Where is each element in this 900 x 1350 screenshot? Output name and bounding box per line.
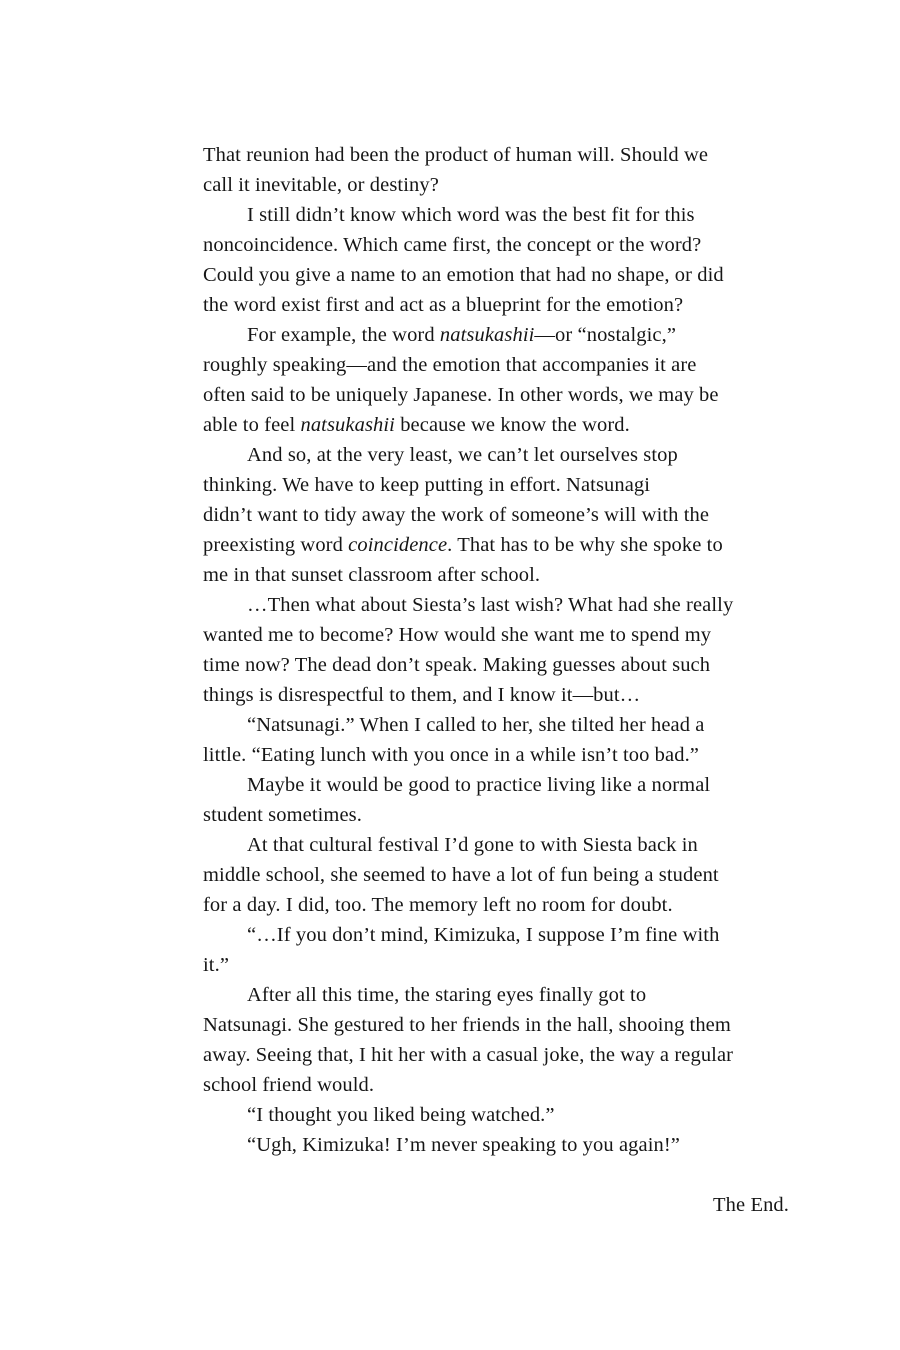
text-line: “Ugh, Kimizuka! I’m never speaking to you again!” — [247, 1134, 680, 1156]
text-line: me in that sunset classroom after school. — [203, 564, 541, 586]
text-line: wanted me to become? How would she want me to spend my — [203, 624, 712, 646]
text-line: “I thought you liked being watched.” — [247, 1104, 555, 1126]
text-line: Natsunagi. She gestured to her friends in the hall, shooing them — [203, 1014, 731, 1036]
text-line: noncoincidence. Which came first, the concept or the word? — [203, 234, 702, 256]
body-text — [203, 140, 803, 1220]
text-line: things is disrespectful to them, and I know it—but… — [203, 684, 641, 706]
text-line: school friend would. — [203, 1074, 375, 1096]
text-line: often said to be uniquely Japanese. In other words, we may be — [203, 384, 719, 406]
text-line: roughly speaking—and the emotion that accompanies it are — [203, 354, 697, 376]
text-line: away. Seeing that, I hit her with a casual joke, the way a regular — [203, 1044, 734, 1066]
text-line: “…If you don’t mind, Kimizuka, I suppose I’m fine with — [247, 924, 720, 946]
text-line: student sometimes. — [203, 804, 362, 826]
text-line: Maybe it would be good to practice living like a normal — [247, 774, 711, 796]
text-line: didn’t want to tidy away the work of someone’s will with the — [203, 504, 710, 526]
text-line: For example, the word natsukashii—or “nostalgic,” — [247, 324, 677, 346]
text-line: That reunion had been the product of human will. Should we — [203, 144, 709, 166]
the-end-label: The End. — [713, 1194, 789, 1216]
text-line: At that cultural festival I’d gone to with Siesta back in — [247, 834, 698, 856]
text-line: the word exist first and act as a blueprint for the emotion? — [203, 294, 684, 316]
text-line: Could you give a name to an emotion that had no shape, or did — [203, 264, 724, 286]
text-line: And so, at the very least, we can’t let ourselves stop — [247, 444, 678, 466]
text-line: able to feel natsukashii because we know the word. — [203, 414, 630, 436]
text-line: time now? The dead don’t speak. Making guesses about such — [203, 654, 711, 676]
paragraphs-container — [203, 140, 803, 1160]
text-line: thinking. We have to keep putting in effort. Natsunagi — [203, 474, 651, 496]
text-line: “Natsunagi.” When I called to her, she tilted her head a — [247, 714, 705, 736]
text-line: I still didn’t know which word was the best fit for this — [247, 204, 695, 226]
text-line: preexisting word coincidence. That has to be why she spoke to — [203, 534, 723, 556]
text-line: middle school, she seemed to have a lot of fun being a student — [203, 864, 719, 886]
text-line: for a day. I did, too. The memory left no room for doubt. — [203, 894, 673, 916]
text-line: After all this time, the staring eyes finally got to — [247, 984, 647, 1006]
text-line: little. “Eating lunch with you once in a while isn’t too bad.” — [203, 744, 700, 766]
text-line: call it inevitable, or destiny? — [203, 174, 439, 196]
text-line: …Then what about Siesta’s last wish? What had she really — [247, 594, 734, 616]
text-line: it.” — [203, 954, 230, 976]
